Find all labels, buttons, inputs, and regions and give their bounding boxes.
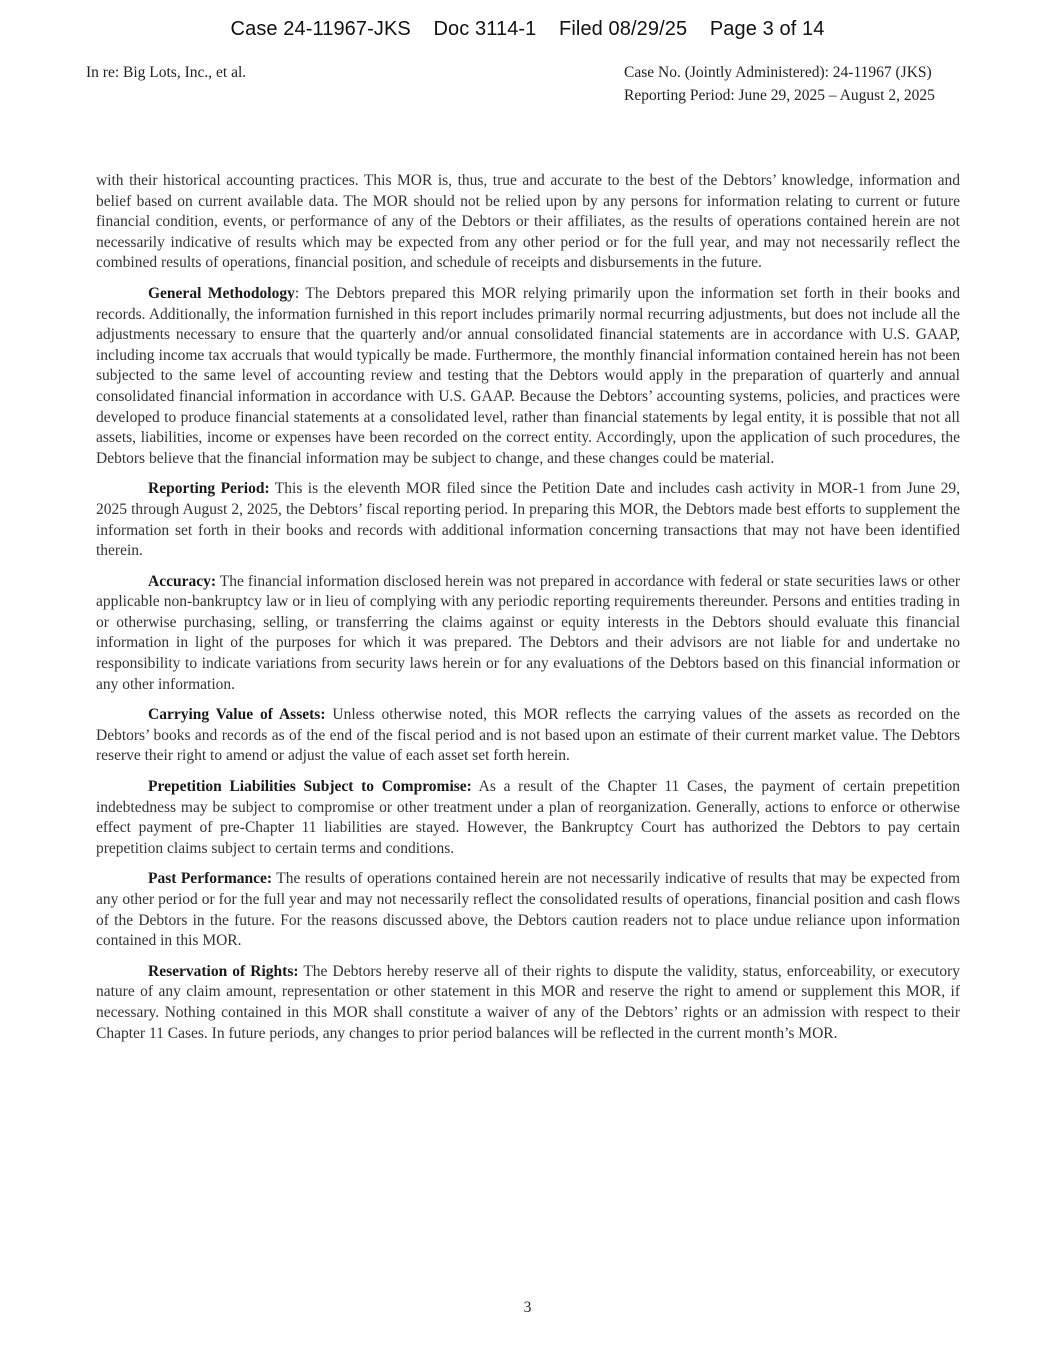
reporting-period: Reporting Period: June 29, 2025 – August 2, 2025: [624, 87, 935, 104]
paragraph-continuation: [96, 171, 960, 274]
paragraph-accuracy: [96, 572, 960, 696]
page-number: 3: [523, 1299, 532, 1316]
paragraph-reservation-of-rights: [96, 962, 960, 1044]
paragraph-text: The financial information disclosed herein was not prepared in accordance with federal or state securities laws or other applicable non-bankruptcy law or in lieu of complying with any periodic reporting requirements thereunder. Persons and entities trading in or otherwise purchasing, selling, or transferring the claims against or equity interests in the Debtors should evaluate this financial information in light of the purposes for which it was prepared. The Debtors and their advisors are not liable for and undertake no responsibility to indicate variations from security laws herein or for any evaluations of the Debtors based on this financial information or any other information.: [96, 572, 960, 693]
paragraph-heading: Reporting Period:: [148, 480, 270, 498]
paragraph-prepetition-liabilities: [96, 777, 960, 859]
paragraph-heading: Past Performance:: [148, 870, 273, 888]
case-caption: In re: Big Lots, Inc., et al.: [86, 64, 247, 81]
paragraph-text: As a result of the Chapter 11 Cases, the payment of certain prepetition indebtedness may be subject to compromise or other treatment under a plan of reorganization. Generally, actions to enforce or otherwise effect payment of pre-Chapter 11 liabilities are stayed. However, the Bankruptcy Court has authorized the Debtors to pay certain prepetition claims subject to certain terms and conditions.: [96, 778, 961, 857]
paragraph-text: Unless otherwise noted, this MOR reflects the carrying values of the assets as recorded on the Debtors’ books and records as of the end of the fiscal period and is not based upon an estimate of their current market value. The Debtors reserve their right to amend or adjust the value of each asset set forth herein.: [96, 706, 960, 765]
paragraph-heading: Accuracy:: [148, 572, 216, 590]
paragraph-heading: General Methodology: [148, 284, 295, 302]
paragraph-carrying-value: [96, 705, 960, 767]
paragraph-text: with their historical accounting practices. This MOR is, thus, true and accurate to the best of the Debtors’ knowledge, information and belief based on current available data. The MOR should not be relied upon by any persons for information relating to current or future financial condition, events, or performance of any of the Debtors or their affiliates, as the results of operations contained herein are not necessarily indicative of results which may be expected from any other period or for the full year, and may not necessarily reflect the combined results of operations, financial position, and schedule of receipts and disbursements in the future.: [96, 172, 960, 272]
document-body: [96, 171, 960, 1054]
paragraph-heading: Prepetition Liabilities Subject to Compromise:: [148, 778, 472, 796]
paragraph-heading: Carrying Value of Assets:: [148, 706, 326, 724]
paragraph-text: The Debtors hereby reserve all of their rights to dispute the validity, status, enforceability, or executory nature of any claim amount, representation or other statement in this MOR and reserve the right to amend or supplement this MOR, if necessary. Nothing contained in this MOR shall constitute a waiver of any of the Debtors’ rights or an admission with respect to their Chapter 11 Cases. In future periods, any changes to prior period balances will be reflected in the current month’s MOR.: [96, 962, 961, 1042]
paragraph-past-performance: [96, 869, 960, 951]
case-info-block: [624, 61, 935, 107]
paragraph-text: : The Debtors prepared this MOR relying primarily upon the information set forth in their books and records. Additionally, the information furnished in this report includes primarily normal recurring adjustments, but does not include all the adjustments necessary to ensure that the quarterly and/or annual consolidated financial statements are in accordance with U.S. GAAP, including income tax accruals that would typically be made. Furthermore, the monthly financial information contained herein has not been subjected to the same level of accounting review and testing that the Debtors would apply in the preparation of quarterly and annual consolidated financial information in accordance with U.S. GAAP. Because the Debtors’ accounting systems, policies, and practices were developed to produce financial statements at a consolidated level, rather than financial statements by legal entity, it is possible that not all assets, liabilities, income or expenses have been recorded on the correct entity. Accordingly, upon the application of such procedures, the Debtors believe that the financial information may be subject to change, and these changes could be material.: [96, 284, 960, 467]
paragraph-text: This is the eleventh MOR filed since the Petition Date and includes cash activity in MOR-1 from June 29, 2025 through August 2, 2025, the Debtors’ fiscal reporting period. In preparing this MOR, the Debtors made best efforts to supplement the information set forth in their books and records with additional information concerning transactions that may not have been identified therein.: [96, 480, 960, 560]
court-filing-stamp: Case 24-11967-JKS Doc 3114-1 Filed 08/29/25 Page 3 of 14: [230, 18, 825, 40]
paragraph-heading: Reservation of Rights:: [148, 962, 299, 980]
paragraph-reporting-period: [96, 479, 960, 561]
paragraph-general-methodology: [96, 284, 960, 469]
case-number: Case No. (Jointly Administered): 24-11967 (JKS): [624, 64, 932, 81]
paragraph-text: The results of operations contained herein are not necessarily indicative of results that may be expected from any other period or for the full year and may not necessarily reflect the consolidated results of operations, financial position and cash flows of the Debtors in the future. For the reasons discussed above, the Debtors caution readers not to place undue reliance upon information contained in this MOR.: [96, 870, 960, 950]
